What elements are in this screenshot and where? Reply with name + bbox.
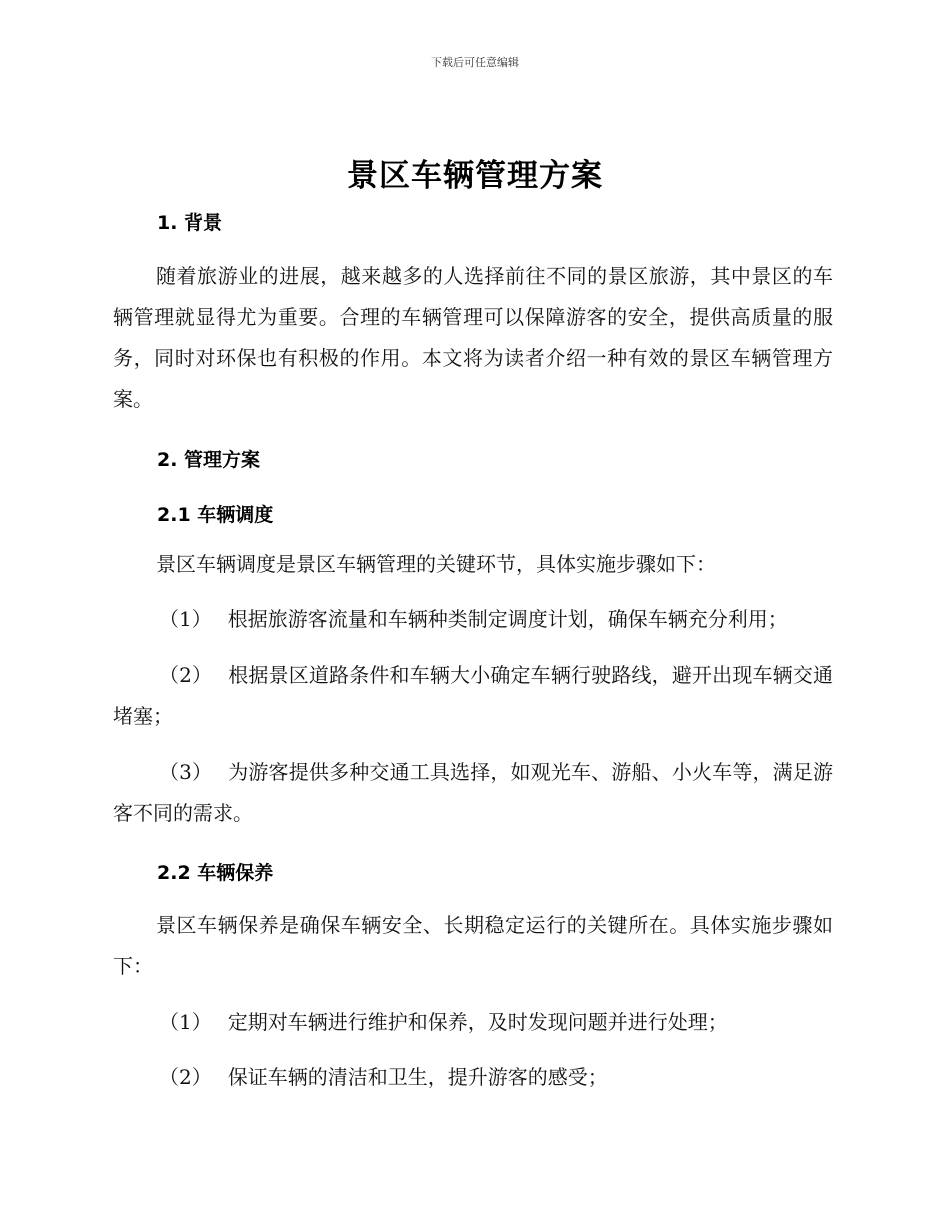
section-heading-vehicle-maintenance: 2.2 车辆保养 bbox=[157, 862, 274, 884]
maintenance-intro-paragraph: 景区车辆保养是确保车辆安全、长期稳定运行的关键所在。具体实施步骤如下： bbox=[113, 913, 833, 978]
list-item-text: 根据旅游客流量和车辆种类制定调度计划，确保车辆充分利用； bbox=[227, 607, 788, 631]
document-title: 景区车辆管理方案 bbox=[347, 158, 603, 194]
list-item-number: （2） bbox=[159, 1065, 212, 1089]
dispatch-list-item bbox=[113, 752, 833, 834]
list-item-number: （3） bbox=[159, 760, 213, 784]
dispatch-list-item bbox=[113, 655, 833, 737]
maintenance-list-item bbox=[113, 1002, 833, 1043]
list-item-text: 定期对车辆进行维护和保养，及时发现问题并进行处理； bbox=[227, 1010, 728, 1034]
section-heading-management-plan: 2. 管理方案 bbox=[157, 449, 261, 471]
list-item-text: 为游客提供多种交通工具选择，如观光车、游船、小火车等，满足游客不同的需求。 bbox=[113, 760, 833, 825]
maintenance-list-item bbox=[113, 1057, 833, 1098]
section-heading-background: 1. 背景 bbox=[157, 212, 223, 234]
list-item-text: 保证车辆的清洁和卫生，提升游客的感受； bbox=[227, 1065, 608, 1089]
background-paragraph: 随着旅游业的进展，越来越多的人选择前往不同的景区旅游，其中景区的车辆管理就显得尤为重要。合理的车辆管理可以保障游客的安全，提供高质量的服务，同时对环保也有积极的作用。本文将为读者介绍一种有效的景区车辆管理方案。 bbox=[113, 264, 833, 411]
section-heading-vehicle-dispatch: 2.1 车辆调度 bbox=[157, 504, 274, 526]
dispatch-intro-paragraph: 景区车辆调度是景区车辆管理的关键环节，具体实施步骤如下： bbox=[156, 552, 716, 576]
header-note: 下载后可任意编辑 bbox=[431, 56, 519, 69]
dispatch-list-item bbox=[113, 599, 833, 640]
list-item-number: （1） bbox=[159, 607, 212, 631]
list-item-text: 根据景区道路条件和车辆大小确定车辆行驶路线，避开出现车辆交通堵塞； bbox=[113, 663, 833, 728]
list-item-number: （1） bbox=[159, 1010, 212, 1034]
list-item-number: （2） bbox=[159, 663, 213, 687]
